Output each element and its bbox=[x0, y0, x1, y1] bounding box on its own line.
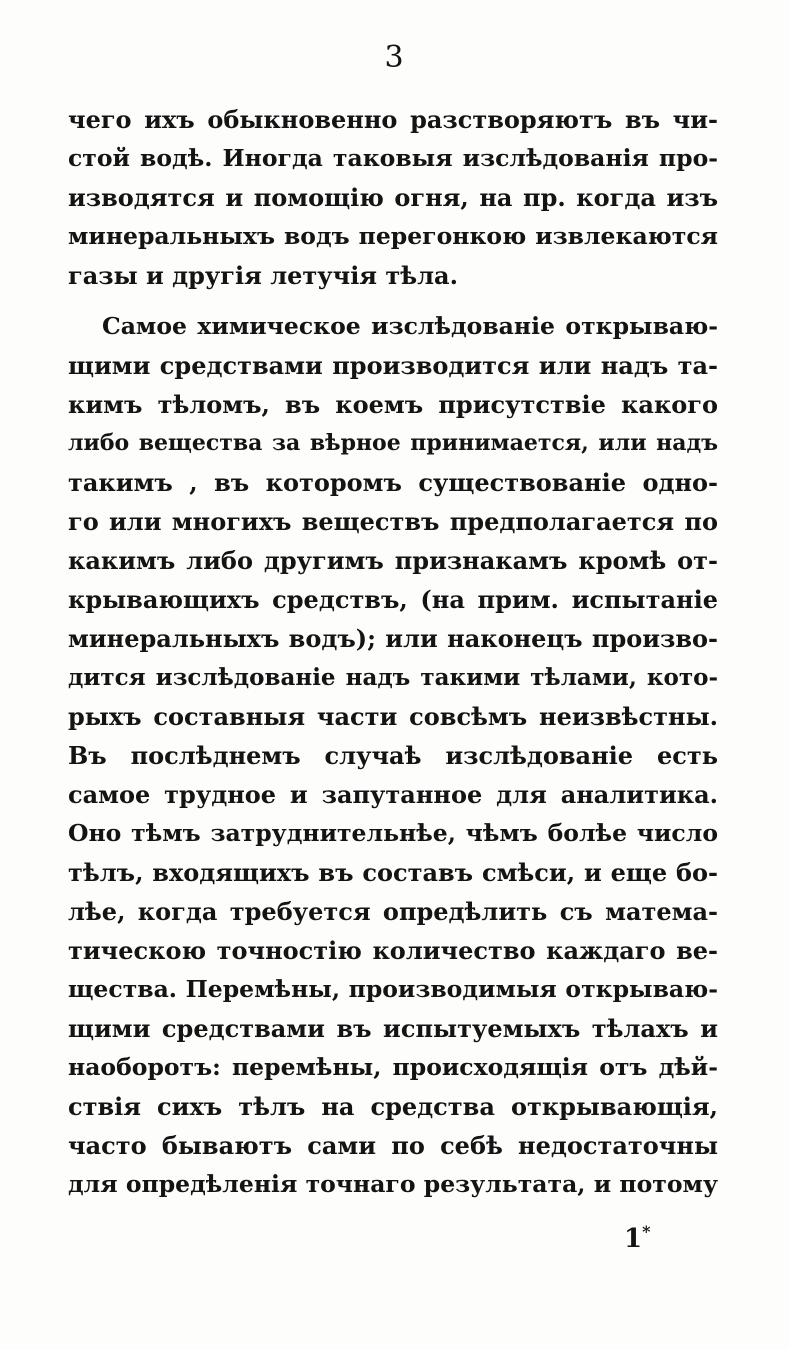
text-line: минеральныхъ водъ перегонкою извлекаются bbox=[68, 222, 718, 250]
text-line: рыхъ составныя части совсѣмъ неизвѣстны. bbox=[68, 702, 718, 731]
signature-number: 1 bbox=[624, 1224, 643, 1254]
signature-mark bbox=[624, 1214, 650, 1257]
text-line: минеральныхъ водъ); или наконецъ произво- bbox=[68, 624, 718, 653]
text-line: кимъ тѣломъ, въ коемъ присутствіе какого bbox=[68, 390, 718, 419]
text-line: дится изслѣдованіе надъ такими тѣлами, кото- bbox=[68, 664, 718, 691]
text-line: газы и другія летучія тѣла. bbox=[68, 261, 458, 290]
text-line: часто бываютъ сами по себѣ недостаточны bbox=[68, 1131, 718, 1160]
paragraph-gap bbox=[68, 295, 718, 307]
text-line: самое трудное и запутанное для аналитика. bbox=[68, 780, 718, 809]
text-line: тическою точностію количество каждаго ве- bbox=[68, 936, 718, 965]
paragraph-1 bbox=[68, 100, 718, 295]
text-line: Оно тѣмъ затруднительнѣе, чѣмъ болѣе число bbox=[68, 819, 718, 847]
text-line: щими средствами производится или надъ та- bbox=[68, 351, 718, 380]
text-line: щими средствами въ испытуемыхъ тѣлахъ и bbox=[68, 1014, 718, 1043]
text-line: какимъ либо другимъ признакамъ кромѣ от- bbox=[68, 546, 718, 575]
text-line: го или многихъ веществъ предполагается по bbox=[68, 507, 718, 536]
text-line: Въ послѣднемъ случаѣ изслѣдованіе есть bbox=[68, 741, 718, 770]
signature-asterisk: * bbox=[642, 1222, 651, 1241]
text-line: стой водѣ. Иногда таковыя изслѣдованія про- bbox=[68, 144, 718, 172]
paragraph-2 bbox=[68, 307, 718, 1204]
text-line: либо вещества за вѣрное принимается, или надъ bbox=[68, 430, 718, 456]
page-number: 3 bbox=[384, 40, 405, 75]
text-line: щества. Перемѣны, производимыя открываю- bbox=[68, 975, 718, 1003]
body-text bbox=[68, 100, 718, 1204]
text-line: наоборотъ: перемѣны, происходящія отъ дѣй- bbox=[68, 1053, 718, 1081]
text-line: изводятся и помощію огня, на пр. когда изъ bbox=[68, 183, 718, 212]
text-line: лѣе, когда требуется опредѣлить съ матема- bbox=[68, 897, 718, 926]
text-line: Самое химическое изслѣдованіе открываю- bbox=[102, 312, 718, 340]
text-line: ствія сихъ тѣлъ на средства открывающія, bbox=[68, 1092, 718, 1121]
text-line: крывающихъ средствъ, (на прим. испытаніе bbox=[68, 585, 718, 614]
text-line: для опредѣленія точнаго результата, и потому bbox=[68, 1170, 718, 1198]
text-line: чего ихъ обыкновенно разстворяютъ въ чи- bbox=[68, 105, 718, 134]
text-line: такимъ , въ которомъ существованіе одно- bbox=[68, 468, 718, 497]
text-line: тѣлъ, входящихъ въ составъ смѣси, и еще бо- bbox=[68, 858, 718, 887]
